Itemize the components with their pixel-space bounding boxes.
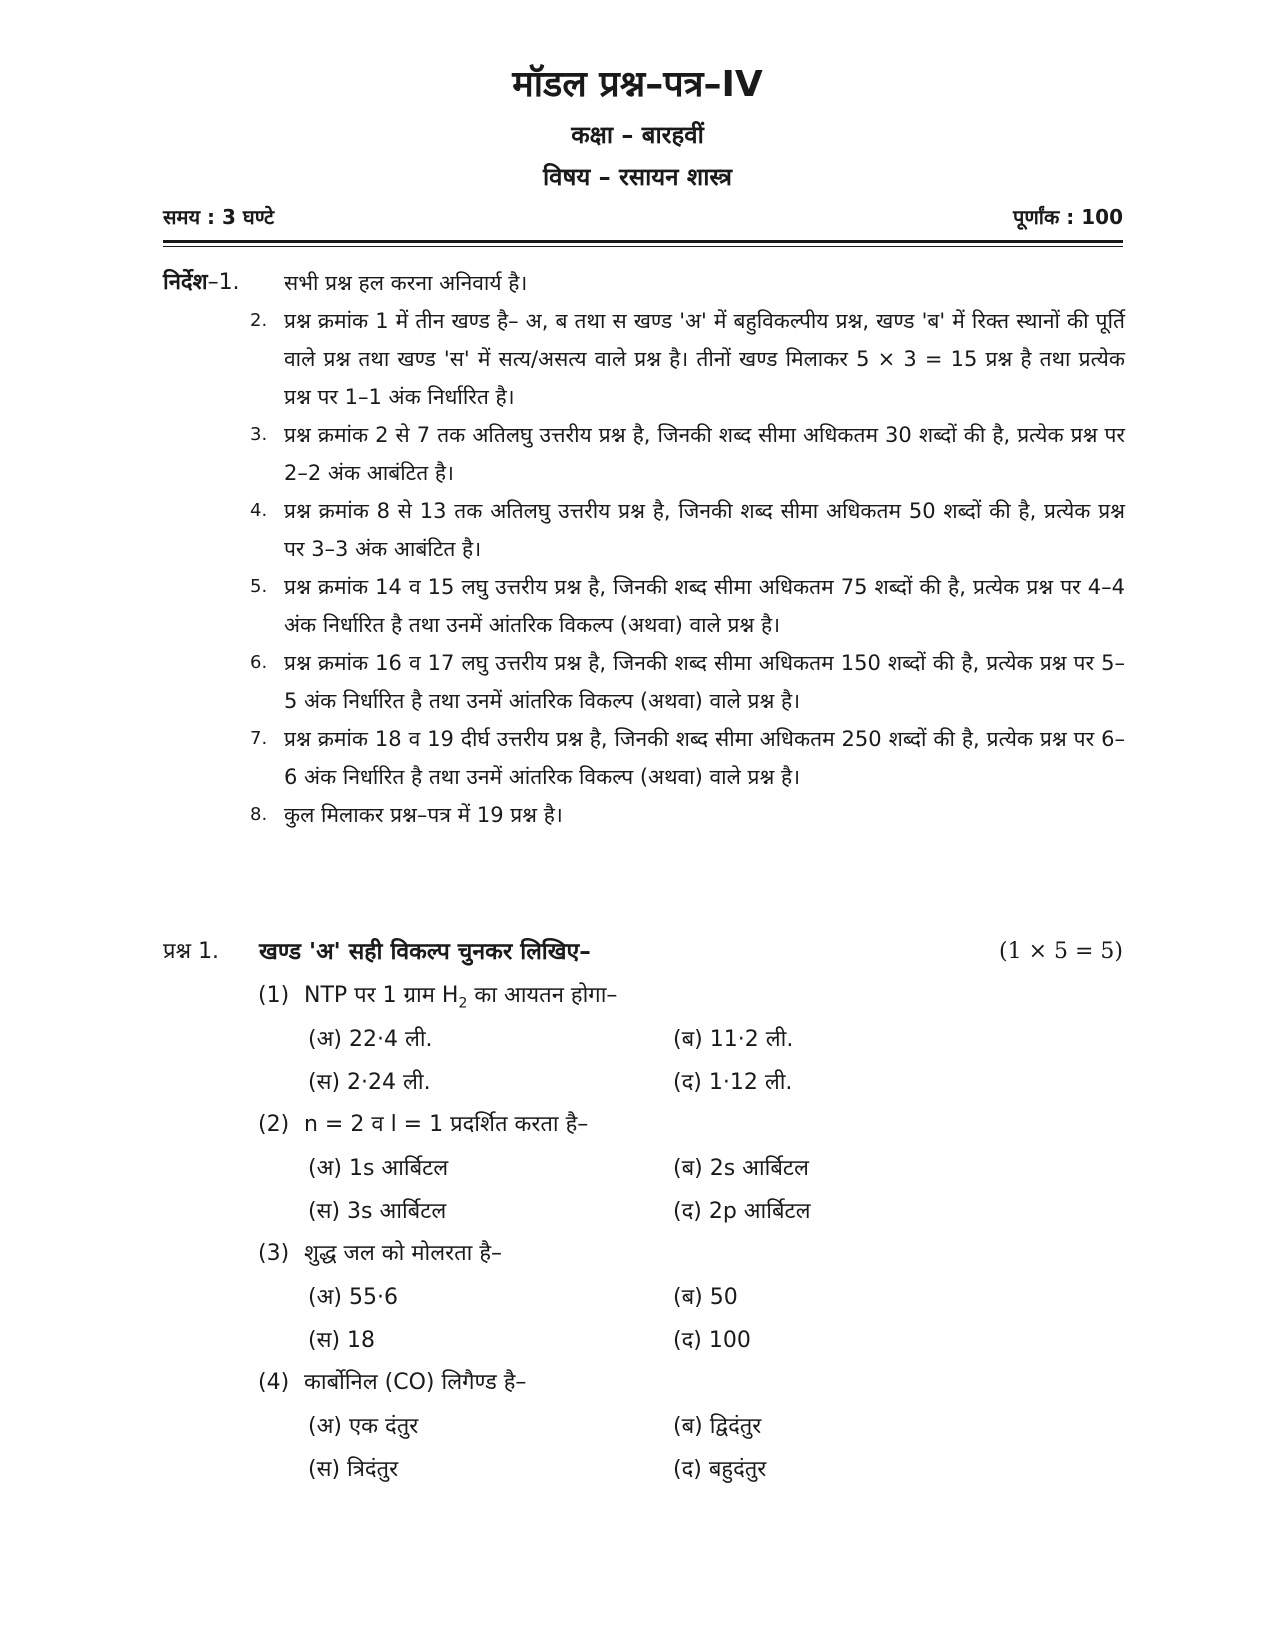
mcq-option: (द) 1·12 ली. [673, 1070, 793, 1095]
instruction-item: सभी प्रश्न हल करना अनिवार्य है। [284, 271, 528, 295]
mcq-option: (ब) 11·2 ली. [673, 1027, 794, 1052]
question-title: खण्ड 'अ' सही विकल्प चुनकर लिखिए– [259, 939, 591, 965]
question-1-header [163, 932, 1123, 972]
mcq-option: (अ) एक दंतुर [308, 1414, 419, 1439]
instruction-item: 5. प्रश्न क्रमांक 14 व 15 लघु उत्तरीय प्रश्न है, जिनकी शब्द सीमा अधिकतम 75 शब्दों की है, प्रत्येक प्रश्न पर 4–4 अंक निर्धारित है तथा उनमें आंतरिक विकल्प (अथवा) वाले प्रश्न है। [250, 575, 1125, 637]
mcq-item-1: (1) NTP पर 1 ग्राम $H_2$ का आयतन होगा– (अ) 22·4 ली. (ब) 11·2 ली. (स) 2·24 ली. (द) 1·12 ली. [258, 974, 1118, 1104]
mcq-option: (ब) द्विदंतुर [673, 1414, 762, 1439]
instruction-item: 7. प्रश्न क्रमांक 18 व 19 दीर्घ उत्तरीय प्रश्न है, जिनकी शब्द सीमा अधिकतम 250 शब्दों की है, प्रत्येक प्रश्न पर 6–6 अंक निर्धारित है तथा उनमें आंतरिक विकल्प (अथवा) वाले प्रश्न है। [250, 727, 1125, 789]
paper-title: मॉडल प्रश्न–पत्र–IV [512, 64, 763, 105]
instruction-item: 6. प्रश्न क्रमांक 16 व 17 लघु उत्तरीय प्रश्न है, जिनकी शब्द सीमा अधिकतम 150 शब्दों की है, प्रत्येक प्रश्न पर 5–5 अंक निर्धारित है तथा उनमें आंतरिक विकल्प (अथवा) वाले प्रश्न है। [250, 651, 1125, 713]
mcq-stem: कार्बोनिल (CO) लिगैण्ड है– [304, 1370, 527, 1395]
mcq-option: (स) त्रिदंतुर [308, 1457, 399, 1482]
question-number: प्रश्न 1. [163, 939, 220, 964]
time-marks-row [163, 200, 1123, 234]
mcq-item-4: (4) कार्बोनिल (CO) लिगैण्ड है– (अ) एक दंतुर (ब) द्विदंतुर (स) त्रिदंतुर (द) बहुदंतुर [258, 1361, 1118, 1491]
mcq-option: (स) 18 [308, 1328, 376, 1353]
subject-line: विषय – रसायन शास्त्र [542, 163, 733, 191]
header-divider-thick [163, 240, 1123, 243]
mcq-option: (द) 100 [673, 1328, 751, 1353]
mcq-item-3: (3) शुद्ध जल को मोलरता है– (अ) 55·6 (ब) 50 (स) 18 (द) 100 [258, 1232, 1118, 1362]
question-marks: (1 × 5 = 5) [999, 939, 1123, 964]
max-marks: पूर्णांक : 100 [1012, 205, 1123, 229]
class-line: कक्षा – बारहवीं [571, 121, 704, 149]
mcq-item-2: (2) n = 2 व l = 1 प्रदर्शित करता है– (अ) 1s आर्बिटल (ब) 2s आर्बिटल (स) 3s आर्बिटल (द) 2p आर्बिटल [258, 1103, 1118, 1233]
mcq-option: (द) बहुदंतुर [673, 1457, 767, 1482]
instruction-item: 3. प्रश्न क्रमांक 2 से 7 तक अतिलघु उत्तरीय प्रश्न है, जिनकी शब्द सीमा अधिकतम 30 शब्दों की है, प्रत्येक प्रश्न पर 2–2 अंक आबंटित है। [250, 423, 1125, 485]
mcq-option: (स) 3s आर्बिटल [308, 1199, 447, 1224]
header-divider-thin [163, 246, 1123, 247]
instructions-heading: निर्देश–1. [163, 270, 240, 295]
instruction-item: 4. प्रश्न क्रमांक 8 से 13 तक अतिलघु उत्तरीय प्रश्न है, जिनकी शब्द सीमा अधिकतम 50 शब्दों की है, प्रत्येक प्रश्न पर 3–3 अंक आबंटित है। [250, 499, 1125, 561]
mcq-option: (अ) 55·6 [308, 1285, 398, 1310]
instructions-list [250, 266, 1125, 834]
instruction-item: 2. प्रश्न क्रमांक 1 में तीन खण्ड है– अ, ब तथा स खण्ड 'अ' में बहुविकल्पीय प्रश्न, खण्ड 'ब' में रिक्त स्थानों की पूर्ति वाले प्रश्न तथा खण्ड 'स' में सत्य/असत्य वाले प्रश्न है। तीनों खण्ड मिलाकर 5 × 3 = 15 प्रश्न है तथा प्रत्येक प्रश्न पर 1–1 अंक निर्धारित है। [250, 309, 1125, 409]
mcq-stem: n = 2 व l = 1 प्रदर्शित करता है– [304, 1112, 589, 1137]
mcq-option: (अ) 1s आर्बिटल [308, 1156, 449, 1181]
mcq-option: (ब) 50 [673, 1285, 738, 1310]
mcq-option: (ब) 2s आर्बिटल [673, 1156, 809, 1181]
mcq-option: (स) 2·24 ली. [308, 1070, 431, 1095]
mcq-option: (अ) 22·4 ली. [308, 1027, 433, 1052]
mcq-stem: शुद्ध जल को मोलरता है– [304, 1241, 503, 1266]
instruction-item: 8. कुल मिलाकर प्रश्न–पत्र में 19 प्रश्न है। [250, 803, 563, 827]
mcq-option: (द) 2p आर्बिटल [673, 1199, 811, 1224]
time-allowed: समय : 3 घण्टे [163, 205, 275, 229]
mcq-stem: NTP पर 1 ग्राम $H_2$ का आयतन होगा– [304, 983, 618, 1012]
